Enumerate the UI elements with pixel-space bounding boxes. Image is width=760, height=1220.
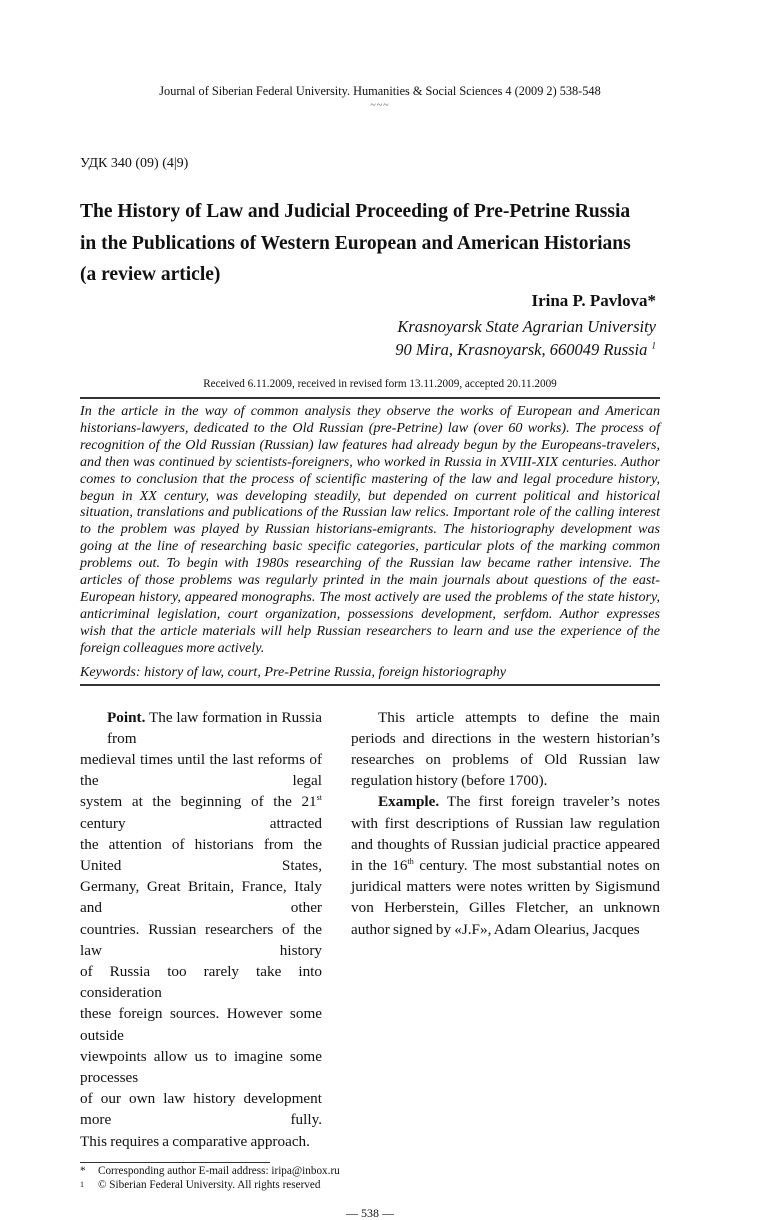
text-line	[351, 728, 660, 749]
footnote	[80, 1178, 660, 1192]
line-text: This requires a comparative approach.	[80, 1132, 310, 1150]
text-line	[351, 791, 660, 812]
line-text: countries. Russian researchers of the law history	[80, 920, 322, 959]
line-text: and thoughts of Russian judicial practice appeared	[351, 835, 660, 853]
line-text: situation, translations and publications of the Russian law relics. Important role of the calling interest	[80, 504, 660, 521]
udk-code: УДК 340 (09) (4|9)	[80, 156, 189, 171]
abstract	[80, 403, 660, 657]
body-column-left	[80, 707, 322, 1152]
keywords: Keywords: history of law, court, Pre-Petrine Russia, foreign historiography	[80, 663, 507, 680]
line-text: and then was continued by scientists-foreigners, who worked in Russia in XVIII-XIX centuries. Author	[80, 453, 660, 470]
text-line	[80, 791, 322, 833]
line-text: This article attempts to define the main	[378, 708, 660, 726]
text-line	[80, 504, 660, 521]
text-line	[351, 919, 660, 940]
header-ornament: ~~~	[370, 100, 390, 111]
line-text: to the problem was played by Russian historians-emigrants. The historiography development was	[80, 521, 660, 538]
text-line	[80, 1131, 322, 1152]
line-text: recognition of the Old Russian (Russian) law features had already begun by the Europeans-travelers,	[80, 436, 660, 453]
line-text: viewpoints allow us to imagine some processes	[80, 1047, 322, 1087]
text-line	[351, 749, 660, 770]
footnote-text: © Siberian Federal University. All rights reserved	[98, 1178, 321, 1191]
footnote-text: Corresponding author E-mail address: iripa@inbox.ru	[98, 1164, 340, 1177]
line-text: author signed by «J.F», Adam Olearius, Jacques	[351, 920, 640, 938]
line-text: in the 16	[351, 857, 408, 875]
received-dates: Received 6.11.2009, received in revised form 13.11.2009, accepted 20.11.2009	[203, 378, 557, 390]
text-line	[80, 623, 660, 640]
superscript: st	[316, 793, 322, 803]
footnote-divider	[80, 1162, 270, 1163]
line-text: researches on problems of Old Russian law	[351, 751, 660, 768]
text-line	[80, 437, 660, 454]
line-text: juridical matters were notes written by Sigismund	[351, 878, 660, 896]
text-line	[80, 521, 660, 538]
line-text: regulation history (before 1700).	[351, 772, 548, 790]
footnote-mark: *	[80, 1164, 86, 1177]
text-line	[80, 919, 322, 961]
author-affiliation	[395, 315, 656, 361]
text-line	[80, 555, 660, 572]
line-text: century. The most substantial notes on	[413, 857, 660, 875]
divider	[80, 397, 660, 399]
superscript: th	[407, 856, 414, 866]
article-title	[80, 196, 680, 291]
text-line	[80, 1088, 322, 1130]
text-line	[80, 640, 660, 657]
line-text: system at the beginning of the 21	[80, 793, 317, 811]
line-text: century attracted	[80, 814, 322, 832]
line-text: of our own law history development more fully.	[80, 1090, 322, 1129]
footnotes	[80, 1164, 660, 1192]
text-line	[80, 1046, 322, 1088]
text-line	[351, 876, 660, 897]
line-text: of Russia too rarely take into consideration	[80, 963, 322, 1002]
divider	[80, 684, 660, 686]
text-line	[351, 897, 660, 918]
footnote-mark: 1	[80, 1179, 84, 1189]
line-text: foreign colleagues more actively.	[80, 639, 265, 656]
run-in-heading: Point.	[107, 708, 146, 726]
text-line	[80, 834, 322, 876]
body-column-right	[351, 707, 660, 1152]
line-text: In the article in the way of common analysis they observe the works of European and American	[80, 403, 660, 419]
text-line	[351, 770, 660, 791]
text-line	[80, 589, 660, 606]
line-text: begun in XX century, was developing steadily, but depended on current political and historical	[80, 487, 660, 504]
line-text: these foreign sources. However some outside	[80, 1005, 322, 1044]
line-text: periods and directions in the western historian’s	[351, 729, 660, 747]
line-text: going at the line of researching basic specific categories, particular plots of the marking common	[80, 538, 660, 555]
line-text: The law formation in Russia from	[107, 708, 322, 747]
journal-header: Journal of Siberian Federal University. Humanities & Social Sciences 4 (2009 2) 538-548	[159, 84, 601, 98]
text-line	[80, 572, 660, 589]
text-line	[80, 420, 660, 437]
line-text: articles of those problems was regularly printed in the main journals about questions of the east-	[80, 572, 660, 589]
text-line	[80, 1003, 322, 1045]
text-line	[80, 471, 660, 488]
line-text: anticriminal legislation, court organization, possessions development, serfdom. Author expresses	[80, 605, 660, 622]
text-line	[80, 538, 660, 555]
line-text: historians-lawyers, dedicated to the Old Russian (pre-Petrine) law (over 60 works). The process of	[80, 419, 660, 436]
line-text: with first descriptions of Russian law regulation	[351, 814, 660, 832]
line-text: comes to conclusion that the process of scientific mastering of the law and legal procedure history,	[80, 470, 660, 487]
affiliation: Krasnoyarsk State Agrarian University	[397, 317, 656, 336]
text-line	[351, 813, 660, 834]
line-text: von Herberstein, Gilles Fletcher, an unknown	[351, 899, 660, 917]
text-line	[80, 488, 660, 505]
text-line	[351, 855, 660, 876]
title-line: in the Publications of Western European and American Historians	[80, 232, 631, 254]
address-text: 90 Mira, Krasnoyarsk, 660049 Russia	[395, 340, 648, 359]
body-columns	[80, 707, 660, 1152]
page-number: — 538 —	[346, 1205, 394, 1220]
run-in-heading: Example.	[378, 793, 440, 811]
line-text: European history, appeared monographs. The most actively are used the problems of the state history,	[80, 588, 660, 605]
footnote-mark: 1	[651, 340, 656, 351]
line-text: wish that the article materials will help Russian researchers to learn and use the experience of the	[80, 622, 660, 639]
author-name: Irina P. Pavlova*	[531, 291, 656, 310]
title-line: (a review article)	[80, 264, 221, 285]
address	[395, 338, 656, 361]
text-line	[80, 454, 660, 471]
article-body	[80, 403, 660, 1220]
line-text: The first foreign traveler’s notes	[439, 793, 660, 811]
line-text: medieval times until the last reforms of the legal	[80, 751, 322, 790]
text-line	[80, 876, 322, 918]
line-text: problems out. To begin with 1980s researching of the Russian law became rather intensive. The	[80, 555, 660, 572]
line-text: the attention of historians from the United States,	[80, 835, 322, 875]
text-line	[80, 403, 660, 420]
text-line	[80, 749, 322, 791]
line-text: Germany, Great Britain, France, Italy and other	[80, 878, 322, 917]
text-line	[351, 707, 660, 728]
title-line: The History of Law and Judicial Proceeding of Pre-Petrine Russia	[80, 201, 631, 222]
text-line	[80, 606, 660, 623]
footnote	[80, 1164, 660, 1178]
text-line	[80, 961, 322, 1003]
text-line	[80, 707, 322, 749]
text-line	[351, 834, 660, 855]
